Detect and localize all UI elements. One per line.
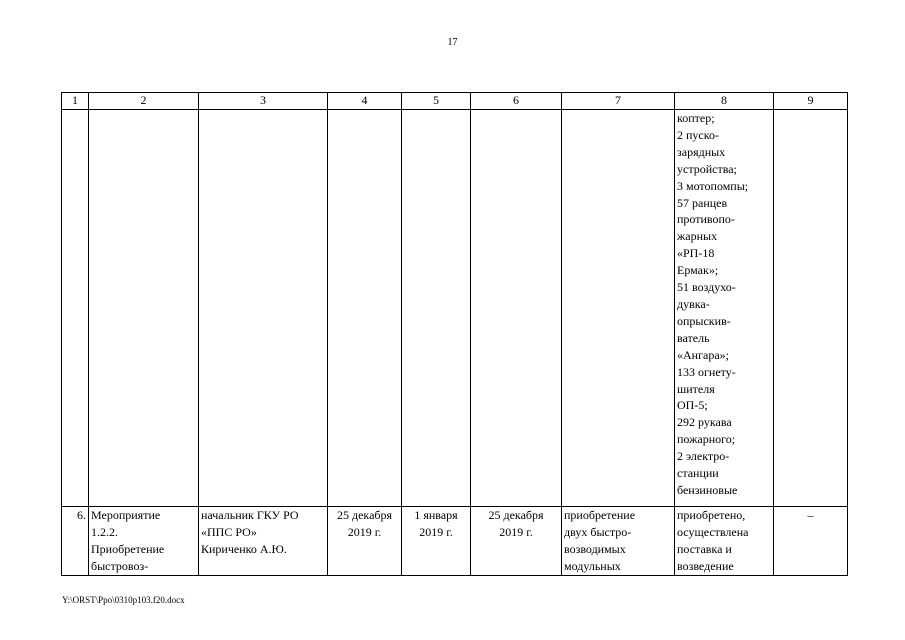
cont-8-line: 133 огнету- [677, 364, 736, 379]
cont-cell-3 [199, 110, 328, 507]
expected-line: модульных [564, 558, 621, 573]
col-header-8: 8 [675, 93, 774, 110]
measure-line: Мероприятие [91, 508, 161, 522]
cont-8-line: ватель [677, 330, 710, 345]
cont-8-line: коптер; [677, 111, 715, 125]
col-header-4: 4 [328, 93, 402, 110]
cont-cell-6 [471, 110, 562, 507]
date-line: 2019 г. [499, 524, 533, 539]
actual-line: осуществлена [677, 524, 749, 539]
cont-8-line: «Ангара»; [677, 347, 729, 362]
date-line: 2019 г. [419, 524, 453, 539]
cont-8-line: 2 пуско- [677, 127, 719, 142]
cont-8-line: пожарного; [677, 432, 736, 447]
expected-result-cell [562, 507, 675, 576]
date-line: 1 января [414, 508, 458, 522]
cont-8-line: 3 мотопомпы; [677, 178, 749, 193]
cont-8-line: 51 воздухо- [677, 280, 736, 295]
actual-line: поставка и [677, 541, 732, 556]
cont-cell-1 [62, 110, 89, 507]
continuation-row [62, 110, 848, 507]
cont-cell-9 [774, 110, 848, 507]
measure-line: быстровоз- [91, 558, 149, 573]
cont-cell-8 [675, 110, 774, 507]
measure-cell [89, 507, 199, 576]
actual-result-cell [675, 507, 774, 576]
date-cell-6 [471, 507, 562, 576]
expected-line: возводимых [564, 541, 626, 556]
col-header-2: 2 [89, 93, 199, 110]
responsible-line: Кириченко А.Ю. [201, 541, 287, 556]
cont-8-line: станции [677, 466, 719, 481]
cont-8-line: 2 электро- [677, 449, 730, 464]
date-line: 2019 г. [347, 524, 382, 539]
date-cell-4 [328, 507, 402, 576]
cont-8-line: дувка- [677, 296, 710, 311]
cont-cell-4 [328, 110, 402, 507]
cont-8-line: 292 рукава [677, 415, 732, 430]
plan-table [61, 92, 848, 576]
col-header-7: 7 [562, 93, 675, 110]
header-row [62, 93, 848, 110]
cont-8-line: устройства; [677, 161, 737, 176]
cont-8-line: «РП-18 [677, 246, 715, 261]
cont-8-line: жарных [677, 229, 718, 244]
expected-line: приобретение [564, 508, 636, 522]
cont-cell-2 [89, 110, 199, 507]
responsible-line: начальник ГКУ РО [201, 508, 299, 522]
actual-line: возведение [677, 558, 734, 573]
cont-8-line: Ермак»; [677, 263, 719, 278]
responsible-line: «ППС РО» [201, 524, 257, 539]
cont-8-line: зарядных [677, 144, 726, 159]
cont-8-line: противопо- [677, 212, 735, 227]
date-line: 25 декабря [488, 508, 544, 522]
date-cell-5 [402, 507, 471, 576]
col-header-6: 6 [471, 93, 562, 110]
cont-8-line: шителя [677, 381, 715, 396]
row-number: 6. [62, 507, 89, 576]
measure-line: 1.2.2. [91, 524, 118, 539]
cont-8-line: бензиновые [677, 482, 738, 497]
cont-8-line: опрыскив- [677, 313, 731, 328]
col-header-1: 1 [62, 93, 89, 110]
page-number: 17 [447, 37, 458, 48]
col-header-9: 9 [774, 93, 848, 110]
cont-8-line: ОП-5; [677, 398, 708, 413]
cont-cell-5 [402, 110, 471, 507]
dash-cell: – [774, 507, 848, 576]
file-path-footer: Y:\ORST\Ppo\0310p103.f20.docx [62, 595, 185, 605]
responsible-cell [199, 507, 328, 576]
date-line: 25 декабря [336, 508, 393, 522]
cont-cell-7 [562, 110, 675, 507]
cont-8-line: 57 ранцев [677, 195, 728, 210]
expected-line: двух быстро- [564, 524, 632, 539]
col-header-5: 5 [402, 93, 471, 110]
col-header-3: 3 [199, 93, 328, 110]
table-row-6 [62, 507, 848, 576]
actual-line: приобретено, [677, 508, 746, 522]
measure-line: Приобретение [91, 541, 165, 556]
